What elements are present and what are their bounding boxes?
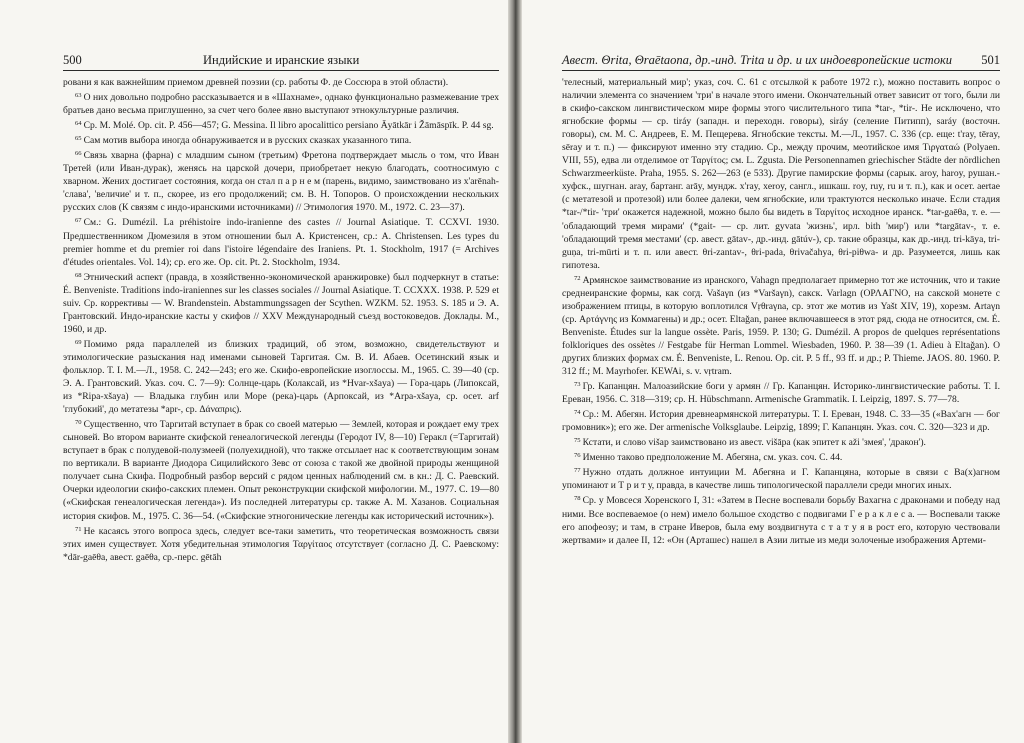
- footnote-number: 64: [75, 120, 82, 128]
- footnote-text: Связь хварна (фарна) с младшим сыном (третьим) Фретона подтверждает мысль о том, что Иван Третей (или Иван-дурак), женясь на царской дочери, приобретает некую благодать, соотносимую с хварном. Жених достигает состояния, когда он стал п а р н е м (парень, видимо, заимствовано из x'arēnah- 'слава', 'величие' и т. п., скорее, из его продолжений; см. В. Н. Топоров. О происхождении нескольких русских слов (К связям с индо-иранскими источниками) // Этимология 1970. М., 1972. С. 23—37).: [63, 150, 499, 214]
- right-page-body: [562, 76, 1000, 547]
- footnote-paragraph: [63, 132, 499, 147]
- footnote-text: Ср.: М. Абегян. История древнеармянской литературы. Т. I. Ереван, 1948. С. 33—35 («Вах'агн — бог громовник»); его же. Der armenische Volksglaube. Leipzig, 1899; Г. Капанцян. Указ. соч. С. 320—323 и др.: [562, 409, 1000, 434]
- footnote-text: 'телесный, материальный мир'; указ, соч. С. 61 с отсылкой к работе 1972 г.), можно поставить вопрос о наличии элемента со значением 'три' в начале этого имени. Окончательный ответ зависит от того, были ли в скифо-сакском лингвистическом мире формы этого числительного типа *tar-, *tir-. Не исключено, что ягнобские формы — ср. tiráy (западн. и переходн. говоры), siráy (селение Питипп), saráy (восточн. говоры), см. М. С. Андреев, Е. М. Пещерева. Ягнобские тексты. М.—Л., 1957. С. 336 (ср. еще: t'ray, tēray, sēray и т. п.) — фиксируют именно эту стадию. Ср., между прочим, меотийское имя Τιργαταώ (Polyaen. VIII, 55), едва ли отделимое от Ταργίτος; см. L. Zgusta. Die Personennamen griechischer Städte der nördlichen Schwarzmeerküste. Praha, 1955. S. 262—263 (e 533). Другие памирские формы (сарык. aroy, haroy, рушан.-хуфск., шугнан. aray, бартанг. arāy, мундж. x'ray, xeroy, сангл., ишкаш. roy, ruy, ru и т. п.), как и осет. aertae (с метатезой и протезой) или более далеки, чем ягнобские, или трактуются несколько иначе. Если стадия *tar-/*tir- 'три' окажется надежной, можно было бы видеть в Ταργίτος исходное иранск. *tar-gaēθa, т. е. — 'обладающий тремя мирами' (*gait- — ср. лит. gyvata 'жизнь', ирл. bith 'мир') или *targātav-, т. е. 'обладающий тремя местами' (ср. авест. gātav-, др.-инд. gātúv-), ср. такие образцы, как др.-инд. tri-kāya, tri-guṇa, tri-mūrti и т. п. или авест. θri-zantav-, θri-pada, θrivačahya, θri-piθwa- и др. Разумеется, лишь как гипотеза.: [562, 77, 1000, 271]
- continued-paragraph: [562, 76, 1000, 272]
- footnote-number: 70: [75, 419, 82, 427]
- left-page: [0, 0, 508, 743]
- footnote-text: Ср. у Мовсеся Хоренского I, 31: «Затем в Песне воспевали борьбу Вахагна с драконами и победу над ними. Все воспеваемое (о нем) имело большое сходство с подвигами Г е р а к л е с а. — Воспевали также его апофеозу; и там, в стране Иверов, была ему воздвигнута с т а т у я в рост его, которую чествовали жертвами» и далее II, 12: «Он (Арташес) нашел в Азии литые из меди золоченые изображения Артеми-: [562, 495, 1000, 546]
- footnote-paragraph: [562, 272, 1000, 378]
- footnote-paragraph: [63, 269, 499, 336]
- footnote-number: 71: [75, 525, 82, 533]
- footnote-paragraph: [562, 464, 1000, 492]
- footnote-number: 68: [75, 271, 82, 279]
- footnote-text: Армянское заимствование из иранского, Vahagn предполагает примерно тот же источник, что и такие среднеиранские формы, как согд. Vašaγn (из *Varšaγn), сакск. Varlagn (ΟΡΛΑΓΝΟ, на сакской монете с изображением птицы, в которую воплотился Vṛθraγna, ср. этот же мотив из Yašt XIV, 19), хорезм. Artaγn (ср. Αρτάγνης из Коммагены) и др.; осет. Eltaǧan, ранее включавшееся в этот ряд, сюда не относится, см. É. Benveniste. Études sur la langue ossète. Paris, 1959. P. 130; G. Dumézil. A propos de quelques représentations folkloriques des ossètes // Festgabe für Herman Lommel. Wiesbaden, 1960. P. 38—39 (1. Adieu à Eltaǧan). О других близких формах см. É. Benveniste, L. Renou. Op. cit. P. 5 ff., 93 ff. и др.; P. Thieme. JAOS. 80. 1960. P. 312 ff.; M. Mayrhofer. KEWAi, s. v. vṛtram.: [562, 274, 1000, 378]
- footnote-paragraph: [63, 147, 499, 214]
- footnote-text: Не касаясь этого вопроса здесь, следует все-таки заметить, что теоретическая возможность связи этих имен существует. Хотя убедительная этимология Ταργίταος отсутствует (согласно Д. С. Раевскому: *dār-gaēθa, авест. gaēθa, ср.-перс. gētāh: [63, 525, 499, 563]
- footnote-text: Именно таково предположение М. Абегяна, см. указ. соч. С. 44.: [582, 452, 843, 464]
- footnote-paragraph: [63, 214, 499, 268]
- continued-paragraph: [63, 76, 499, 89]
- footnote-number: 73: [574, 381, 581, 389]
- footnote-number: 76: [574, 452, 581, 460]
- footnote-number: 77: [574, 467, 581, 475]
- footnote-text: Гр. Капанцян. Малоазийские боги у армян // Гр. Капанцян. Историко-лингвистические работы. Т. I. Ереван, 1956. С. 318—319; ср. H. Hübschmann. Armenische Grammatik. I. Leipzig, 1897. S. 77—78.: [562, 381, 1000, 406]
- right-page-header: [562, 50, 1000, 71]
- footnote-text: Кстати, и слово višap заимствовано из авест. višāpa (как эпитет к aži 'змея', 'дракон').: [582, 437, 926, 449]
- footnote-text: Нужно отдать должное интуиции М. Абегяна и Г. Капанцяна, которые в связи с Ва(х)агном упоминают и Т р и т у, правда, в качестве лишь типологической параллели среди многих иных.: [562, 467, 1000, 492]
- footnote-paragraph: [63, 89, 499, 117]
- running-head: Авест. Θrita, Θraētaona, др.-инд. Trita и др. и их индоевропейские истоки: [562, 53, 953, 67]
- footnote-paragraph: [63, 117, 499, 132]
- footnote-text: О них довольно подробно рассказывается и в «Шахнаме», однако функционально размежевание трех братьев дано весьма приглушенно, за счет чего более явно выступают этнокультурные различия.: [63, 92, 499, 117]
- left-page-body: [63, 76, 499, 564]
- footnote-number: 66: [75, 150, 82, 158]
- footnote-paragraph: [562, 449, 1000, 464]
- left-page-header: [63, 50, 499, 71]
- footnote-text: Сам мотив выбора иногда обнаруживается и в русских сказках указанного типа.: [83, 135, 412, 147]
- footnote-paragraph: [63, 336, 499, 416]
- footnote-paragraph: [562, 378, 1000, 406]
- footnote-number: 69: [75, 338, 82, 346]
- footnote-number: 75: [574, 437, 581, 445]
- footnote-text: Этнический аспект (правда, в хозяйственно-экономической аранжировке) был подчеркнут в статье: É. Benveniste. Traditions indo-iraniennes sur les classes sociales // Journal Asiatique. T. CCXXX. 1938. P. 529 et suiv. Ср. коррективы — W. Brandenstein. Abstammungssagen der Scythen. WZKM. 52. 1953. S. 185 и Э. А. Грантовский. Индо-иранские касты у скифов // XXV Международный съезд востоковедов. Доклады. М., 1960, и др.: [63, 271, 499, 335]
- footnote-text: Помимо ряда параллелей из близких традиций, об этом, возможно, свидетельствуют и этимологические разыскания над именами сыновей Таргитая. См. В. И. Абаев. Осетинский язык и фольклор. Т. I. М.—Л., 1958. С. 242—243; его же. Скифо-европейские изоглоссы. М., 1965. С. 39—40 (ср. Э. А. Грантовский. Указ. соч. С. 7—9): Солнце-царь (Колаксай, из *Hvar-xšaya) — Гора-царь (Липоксай, из *Ripa-xšaya) — Владыка глубин или Море (река)-царь (Арпоксай, из *Arpa-xšaya, ср. осет. arf 'глубокий', до метатезы *apr-, ср. Δάναπρις).: [63, 338, 499, 416]
- page-number: 501: [981, 53, 1000, 67]
- footnote-paragraph: [562, 492, 1000, 546]
- footnote-number: 65: [75, 135, 82, 143]
- footnote-text: ровани я как важнейшим приемом древней поэзии (ср. работы Ф. де Соссюра в этой области).: [63, 77, 449, 88]
- footnote-text: Ср. M. Molé. Op. cit. P. 456—457; G. Messina. Il libro apocalittico persiano Āyātkār i Žāmāspīk. P. 44 sg.: [83, 120, 494, 132]
- footnote-number: 67: [75, 217, 82, 225]
- footnote-text: Существенно, что Таргитай вступает в брак со своей матерью — Землей, которая и рождает ему трех сыновей. Во втором варианте скифской генеалогической легенды (Геродот IV, 8—10) Геракл (=Таргитай) вступает в брак с полудевой-полузмеей (полуехидной), что также отсылает нас к соответствующим зонам по вертикали. В варианте Диодора Сицилийского Зевс от союза с такой же двойной природы женщиной получает сына Скифа. Подробный разбор версий с рядом ценных наблюдений см. в кн.: Д. С. Раевский. Очерки идеологии скифо-сакских племен. Опыт реконструкции скифской мифологии. М., 1977. С. 19—80 («Скифская генеалогическая легенда»). Из последней литературы ср. также А. М. Хазанов. Социальная история скифов. М., 1975. С. 36—54. («Скифские этногонические легенды как исторический источник»).: [63, 419, 499, 522]
- right-page: [522, 0, 1024, 743]
- footnote-paragraph: [562, 406, 1000, 434]
- footnote-number: 63: [75, 92, 82, 100]
- footnote-text: См.: G. Dumézil. La préhistoire indo-iranienne des castes // Journal Asiatique. T. CCXVI. 1930. Предшественником Дюмезиля в этом отношении был А. Кристенсен, ср.: A. Christensen. Les types du premier homme et du premier roi dans l'istoire légendaire des Iraniens. Pt. 1. Stockholm, 1917 (= Archives d'études orientales. Vol. 14); ср. его же. Op. cit. Pt. 2. Stockholm, 1934.: [63, 217, 499, 268]
- footnote-number: 72: [574, 274, 581, 282]
- page-number: 500: [63, 53, 82, 67]
- running-head: Индийские и иранские языки: [203, 53, 360, 67]
- footnote-paragraph: [63, 416, 499, 522]
- footnote-number: 74: [574, 409, 581, 417]
- footnote-paragraph: [63, 523, 499, 564]
- footnote-paragraph: [562, 434, 1000, 449]
- book-gutter: [508, 0, 522, 743]
- footnote-number: 78: [574, 495, 581, 503]
